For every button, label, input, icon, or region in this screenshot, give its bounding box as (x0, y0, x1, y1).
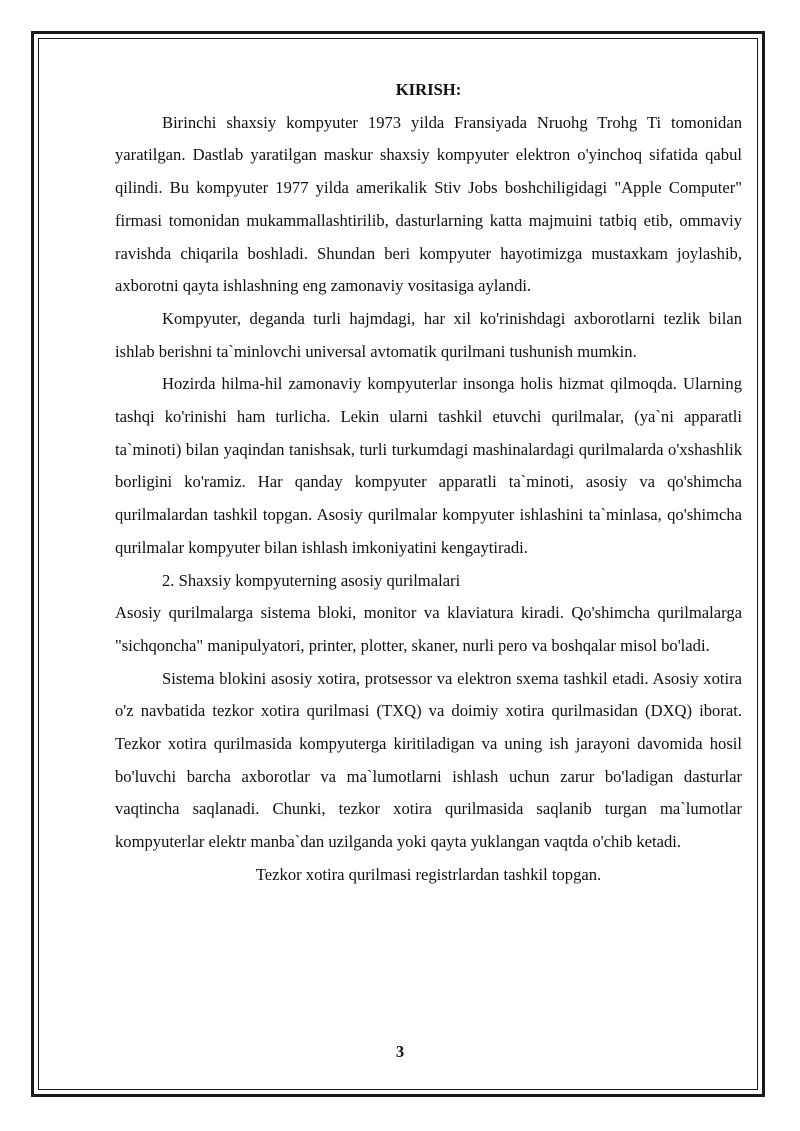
paragraph-main-devices: Asosiy qurilmalarga sistema bloki, monitor va klaviatura kiradi. Qo'shimcha qurilmalarga "sichqoncha" manipulyatori, printer, plotter, skaner, nurli pero va boshqalar misol bo'ladi. (115, 603, 742, 655)
document-body (115, 74, 742, 892)
paragraph-system-block: Sistema blokini asosiy xotira, protsessor va elektron sxema tashkil etadi. Asosiy xotira o'z navbatida tezkor xotira qurilmasi (TXQ) va doimiy xotira qurilmasidan (DXQ) iborat. Tezkor xotira qurilmasida kompyuterga kiritiladigan va uning ish jarayoni davomida hosil bo'luvchi barcha axborotlar va ma`lumotlarni ishlash uchun zarur bo'ladigan dasturlar vaqtincha saqlanadi. Chunki, tezkor xotira qurilmasida saqlanib turgan ma`lumotlar kompyuterlar elektr manba`dan uzilganda yoki qayta yuklangan vaqtda o'chib ketadi. (115, 668, 742, 852)
page-number: 3 (395, 1042, 405, 1061)
document-title: KIRISH: (395, 80, 462, 99)
section-heading: 2. Shaxsiy kompyuterning asosiy qurilmalari (162, 570, 461, 590)
paragraph-registers: Tezkor xotira qurilmasi registrlardan tashkil topgan. (255, 864, 602, 884)
paragraph-history: Birinchi shaxsiy kompyuter 1973 yilda Fransiyada Nruohg Trohg Ti tomonidan yaratilgan. Dastlab yaratilgan maskur shaxsiy kompyuter elektron o'yinchoq sifatida qabul qilindi. Bu kompyuter 1977 yilda amerikalik Stiv Jobs boshchiligidagi "Apple Computer" firmasi tomonidan mukammallashtirilib, dasturlarning katta majmuini tatbiq etib, ommaviy ravishda chiqarila boshladi. Shundan beri kompyuter hayotimizga mustaxkam joylashib, axborotni qayta ishlashning eng zamonaviy vositasiga aylandi. (115, 112, 742, 296)
paragraph-definition: Kompyuter, deganda turli hajmdagi, har xil ko'rinishdagi axborotlarni tezlik bilan ishlab berishni ta`minlovchi universal avtomatik qurilmani tushunish mumkin. (115, 308, 742, 361)
paragraph-modern-computers: Hozirda hilma-hil zamonaviy kompyuterlar insonga holis hizmat qilmoqda. Ularning tashqi ko'rinishi ham turlicha. Lekin ularni tashkil etuvchi qurilmalar, (ya`ni apparatli ta`minoti) bilan yaqindan tanishsak, turli turkumdagi mashinalardagi qurilmalarda o'xshashlik borligini ko'ramiz. Har qanday kompyuter apparatli ta`minoti, asosiy va qo'shimcha qurilmalardan tashkil topgan. Asosiy qurilmalar kompyuter ishlashini ta`minlasa, qo'shimcha qurilmalar kompyuter bilan ishlash imkoniyatini kengaytiradi. (115, 374, 742, 557)
